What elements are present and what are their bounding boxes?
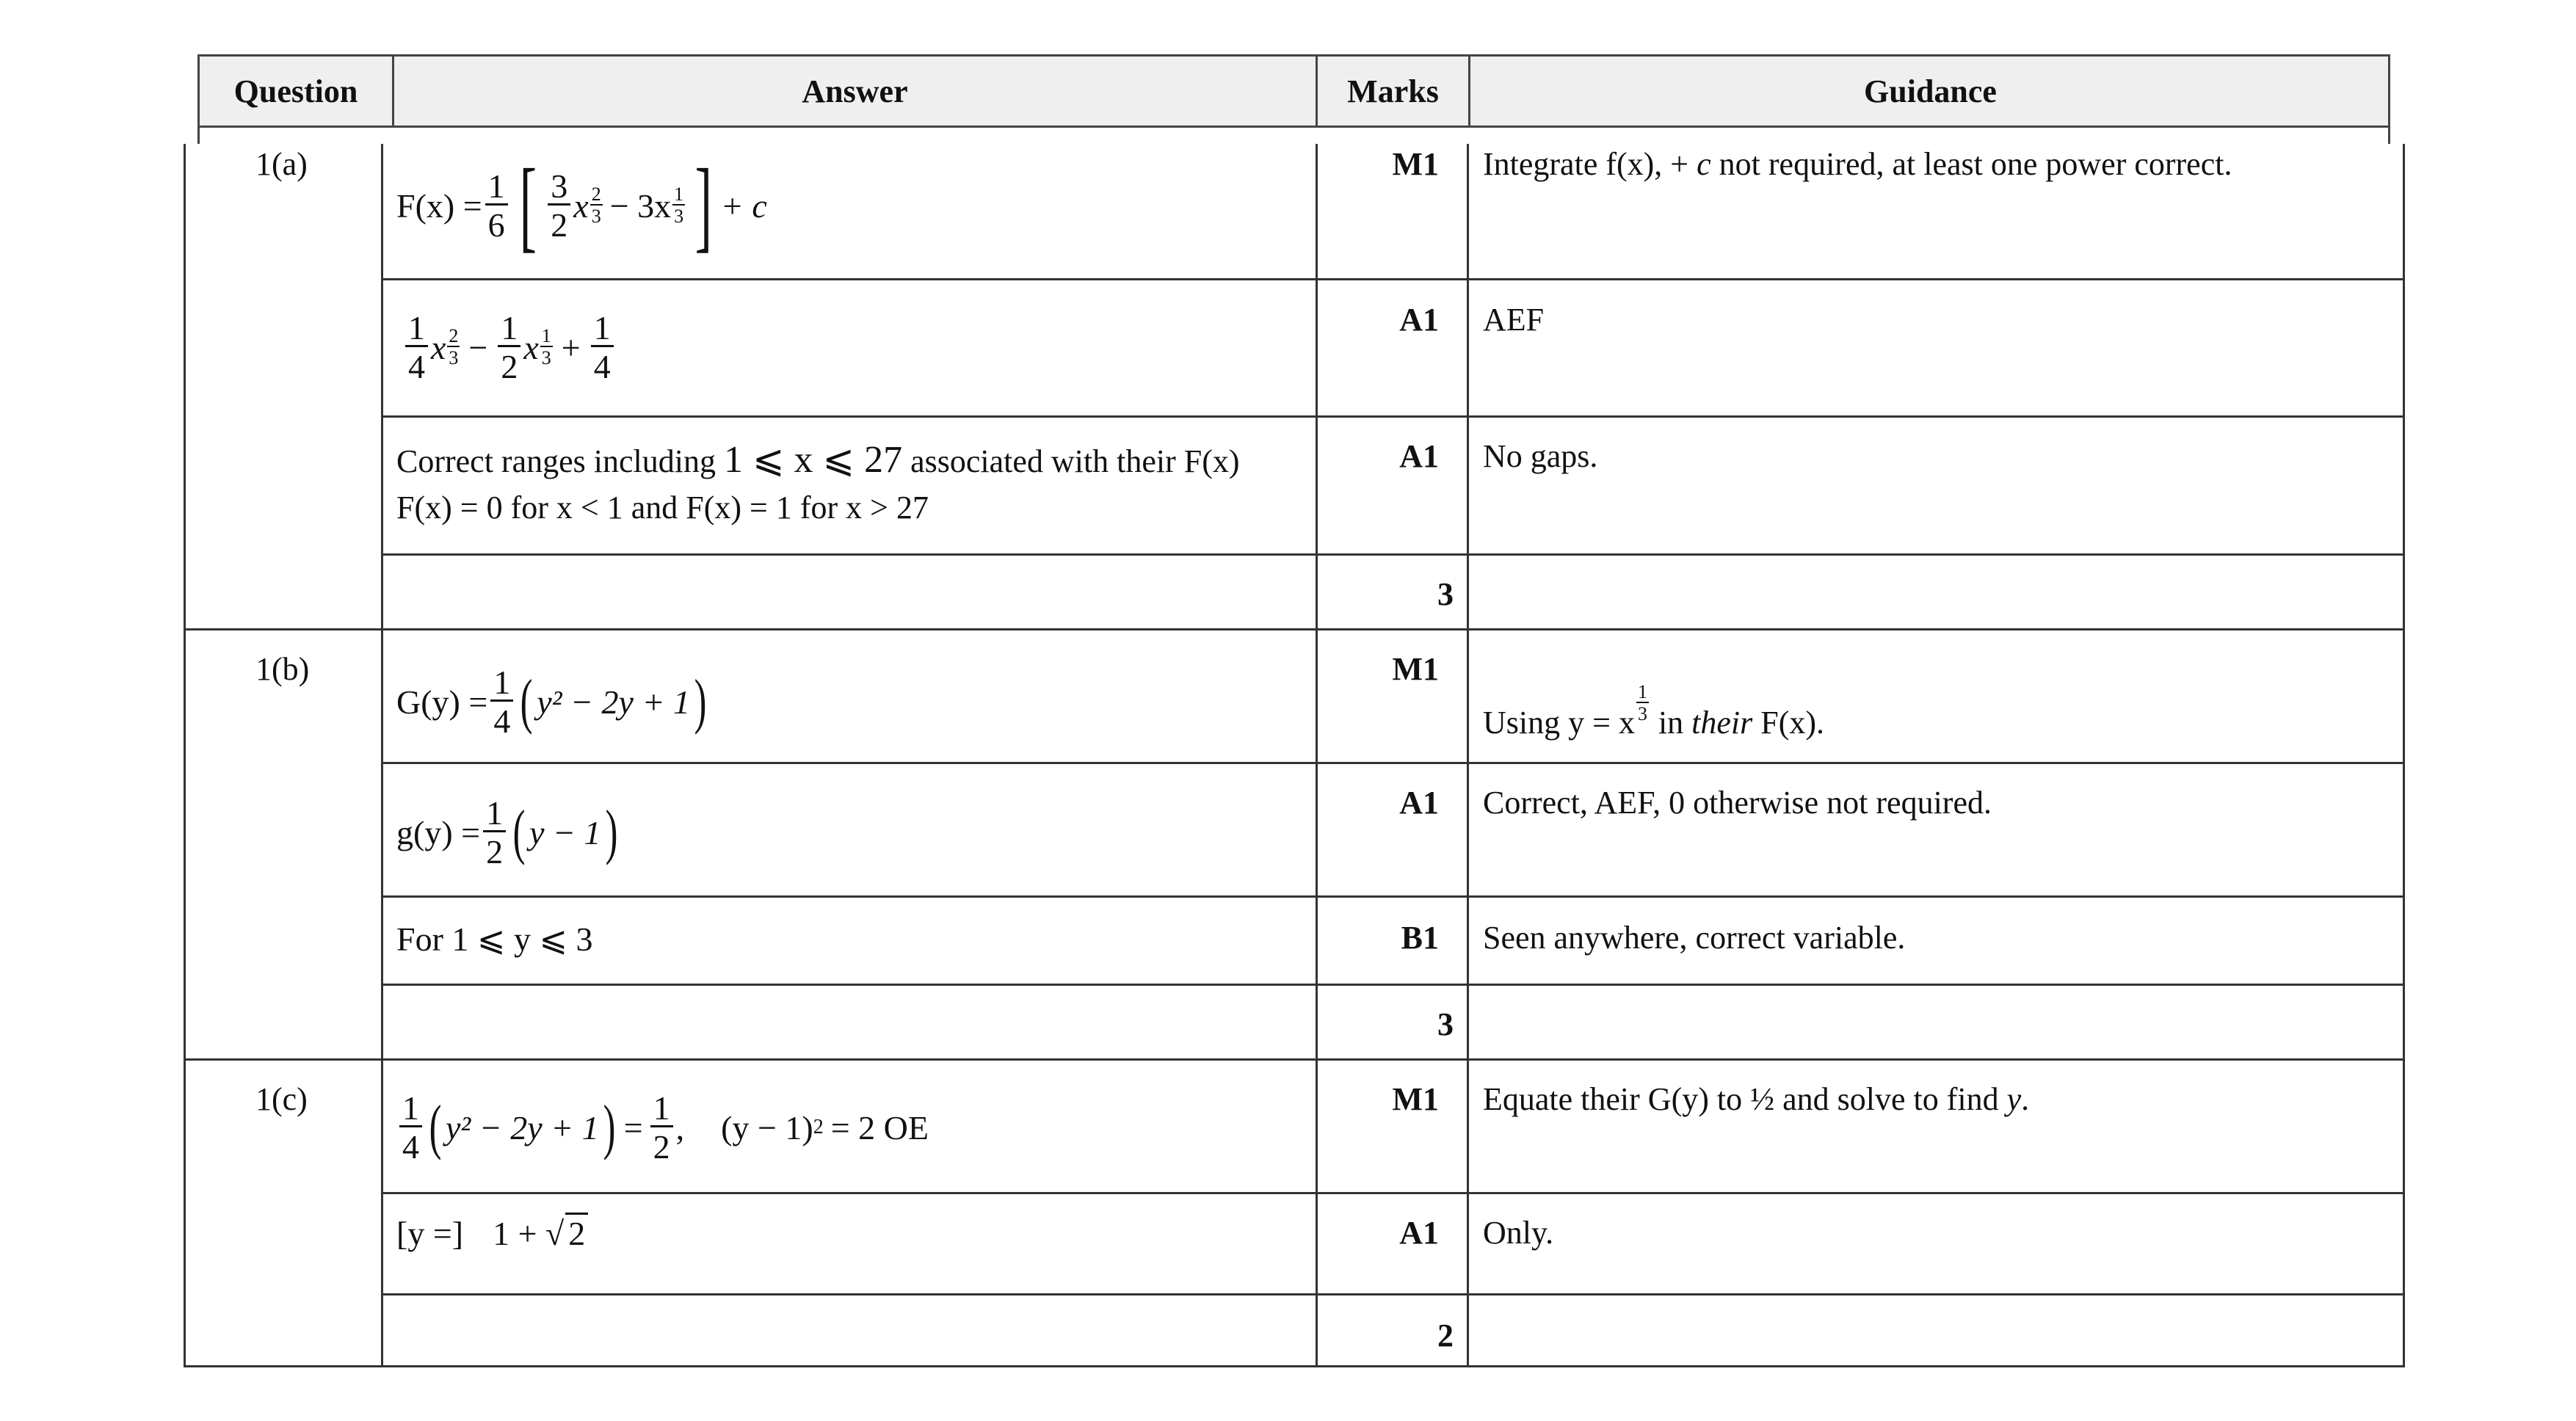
answer-1a-row3-line1: Correct ranges including 1 ⩽ x ⩽ 27 associated with their F(x): [396, 439, 1240, 481]
minus-term: − 3x: [609, 186, 672, 225]
total-1a: 3: [1437, 576, 1454, 612]
fraction: $\frac{3}{2}$: [548, 170, 570, 242]
answer-1c-row1: $\frac{1}{4}$ ( y² − 2y + 1 ) = $\frac{1}{2}$ , (y − 1) 2 = 2 OE: [396, 1076, 929, 1179]
answer-1b-row1: G(y) = $\frac{1}{4}$ ( y² − 2y + 1 ): [396, 663, 707, 740]
plus-c: + c: [720, 186, 767, 225]
exponent-fraction: $\frac{1}{3}$: [541, 325, 551, 368]
mark-1a-row2: A1: [1399, 302, 1439, 338]
total-1b: 3: [1437, 1006, 1454, 1042]
question-label-1b: 1(b): [255, 651, 310, 687]
exponent-fraction: $\frac{2}{3}$: [591, 183, 601, 227]
header-marks: Marks: [1316, 57, 1468, 126]
exponent-fraction: $\frac{1}{3}$: [674, 183, 684, 227]
guidance-1b-row2: Correct, AEF, 0 otherwise not required.: [1483, 785, 1992, 821]
header-stubs: [197, 126, 2390, 144]
guidance-1b-row3: Seen anywhere, correct variable.: [1483, 920, 1906, 956]
fraction: $\frac{1}{2}$: [483, 796, 506, 869]
fraction: $\frac{1}{6}$: [485, 170, 508, 242]
answer-1b-row2: g(y) = $\frac{1}{2}$ ( y − 1 ): [396, 793, 617, 871]
fraction: $\frac{1}{4}$: [591, 311, 614, 384]
mark-1b-row3: B1: [1401, 920, 1439, 956]
mark-1b-row1: M1: [1392, 651, 1439, 687]
guidance-1a-row1: Integrate f(x), + c not required, at least one power correct.: [1483, 146, 2232, 182]
fraction: $\frac{1}{4}$: [405, 311, 428, 384]
total-1c: 2: [1437, 1318, 1454, 1353]
answer-1b-row3: For 1 ⩽ y ⩽ 3: [396, 920, 593, 958]
guidance-1a-row3: No gaps.: [1483, 438, 1598, 474]
guidance-1b-row1: Using y = x $\frac{1}{3}$ in their F(x).: [1483, 681, 1825, 741]
question-label-1a: 1(a): [255, 146, 308, 182]
answer-1a-row1: [396, 147, 767, 264]
fraction: $\frac{1}{4}$: [490, 666, 513, 738]
table-header: [197, 54, 2390, 128]
answer-lhs: F(x) =: [396, 186, 482, 225]
mark-1b-row2: A1: [1399, 785, 1439, 821]
fraction: $\frac{1}{2}$: [498, 311, 520, 384]
close-bracket: ]: [694, 148, 713, 262]
header-guidance: Guidance: [1468, 57, 2390, 126]
guidance-1c-row2: Only.: [1483, 1215, 1554, 1251]
mark-1c-row1: M1: [1392, 1081, 1439, 1117]
question-label-1c: 1(c): [255, 1081, 308, 1117]
fraction: $\frac{1}{4}$: [399, 1091, 422, 1164]
answer-1c-row2: [y =] 1 + √ 2: [396, 1214, 588, 1253]
mark-1a-row1: M1: [1392, 146, 1439, 182]
guidance-1c-row1: Equate their G(y) to ½ and solve to find y.: [1483, 1081, 2030, 1117]
mark-1a-row3: A1: [1399, 438, 1439, 474]
answer-1a-row3-line2: F(x) = 0 for x < 1 and F(x) = 1 for x > 27: [396, 490, 929, 526]
guidance-1a-row2: AEF: [1483, 302, 1545, 338]
header-question: Question: [233, 73, 358, 109]
open-bracket: [: [519, 148, 537, 262]
exponent-fraction: $\frac{2}{3}$: [449, 325, 459, 368]
fraction: $\frac{1}{2}$: [650, 1091, 673, 1164]
mark-1c-row2: A1: [1399, 1215, 1439, 1251]
answer-1a-row2: $\frac{1}{4}$ x $\frac{2}{3}$ − $\frac{1}{2}$ x $\frac{1}{3}$ + $\frac{1}{4}$: [402, 292, 617, 402]
header-answer: Answer: [392, 57, 1316, 126]
variable-x: x: [573, 186, 589, 225]
